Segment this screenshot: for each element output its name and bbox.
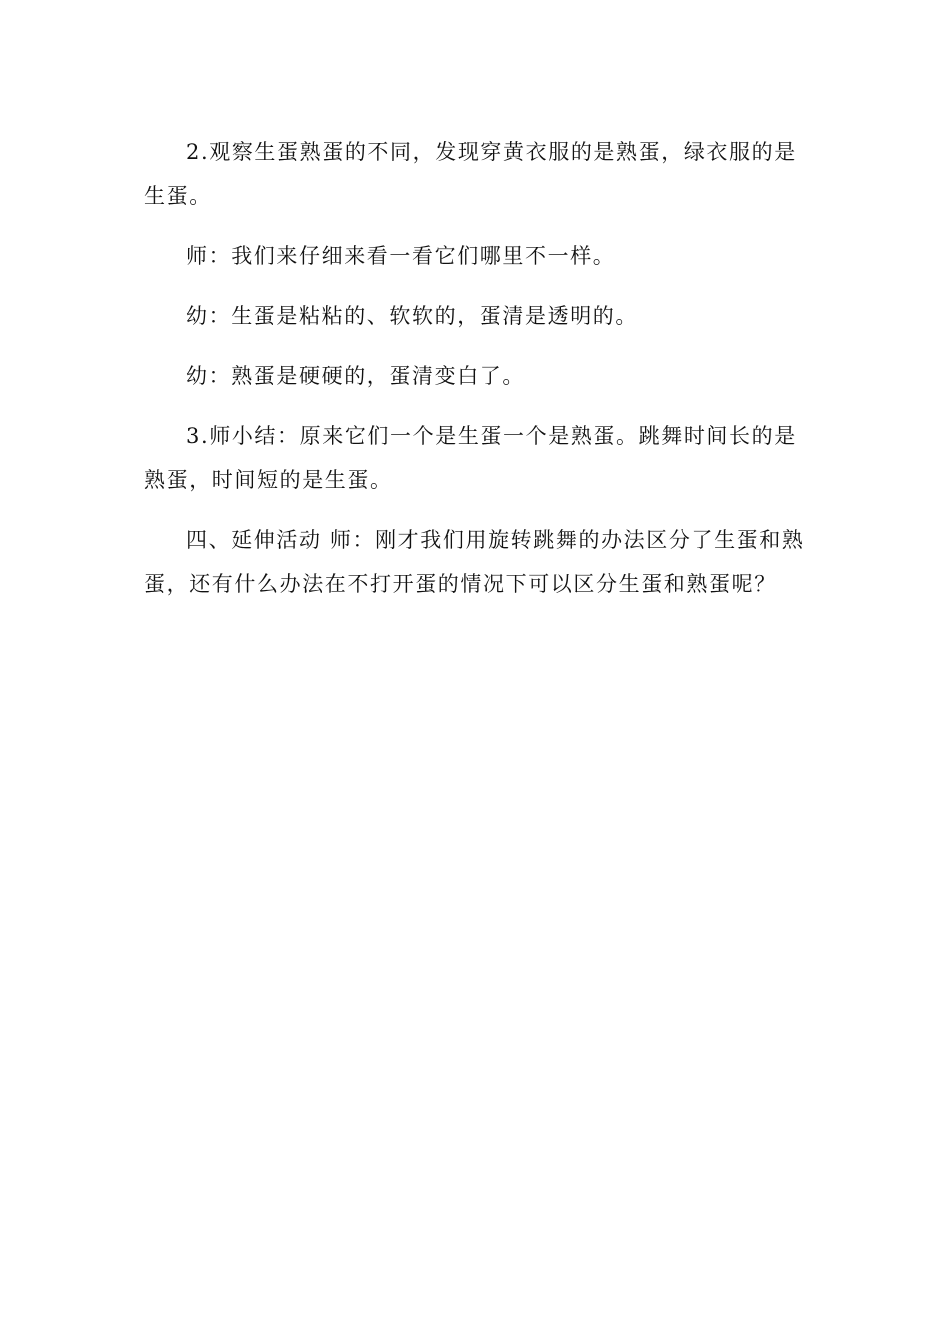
paragraph-teacher-summary: 3.师小结：原来它们一个是生蛋一个是熟蛋。跳舞时间长的是熟蛋，时间短的是生蛋。 <box>144 424 797 492</box>
paragraph-teacher-look: 师：我们来仔细来看一看它们哪里不一样。 <box>186 244 616 268</box>
document-body <box>144 130 809 622</box>
paragraph-child-cooked-egg: 幼：熟蛋是硬硬的，蛋清变白了。 <box>186 364 525 388</box>
paragraph-child-raw-egg: 幼：生蛋是粘粘的、软软的，蛋清是透明的。 <box>186 304 638 328</box>
paragraph-observe-difference: 2.观察生蛋熟蛋的不同，发现穿黄衣服的是熟蛋，绿衣服的是生蛋。 <box>144 140 797 208</box>
paragraph-extension-activity: 四、延伸活动 师：刚才我们用旋转跳舞的办法区分了生蛋和熟蛋，还有什么办法在不打开蛋的情况下可以区分生蛋和熟蛋呢？ <box>144 528 805 596</box>
